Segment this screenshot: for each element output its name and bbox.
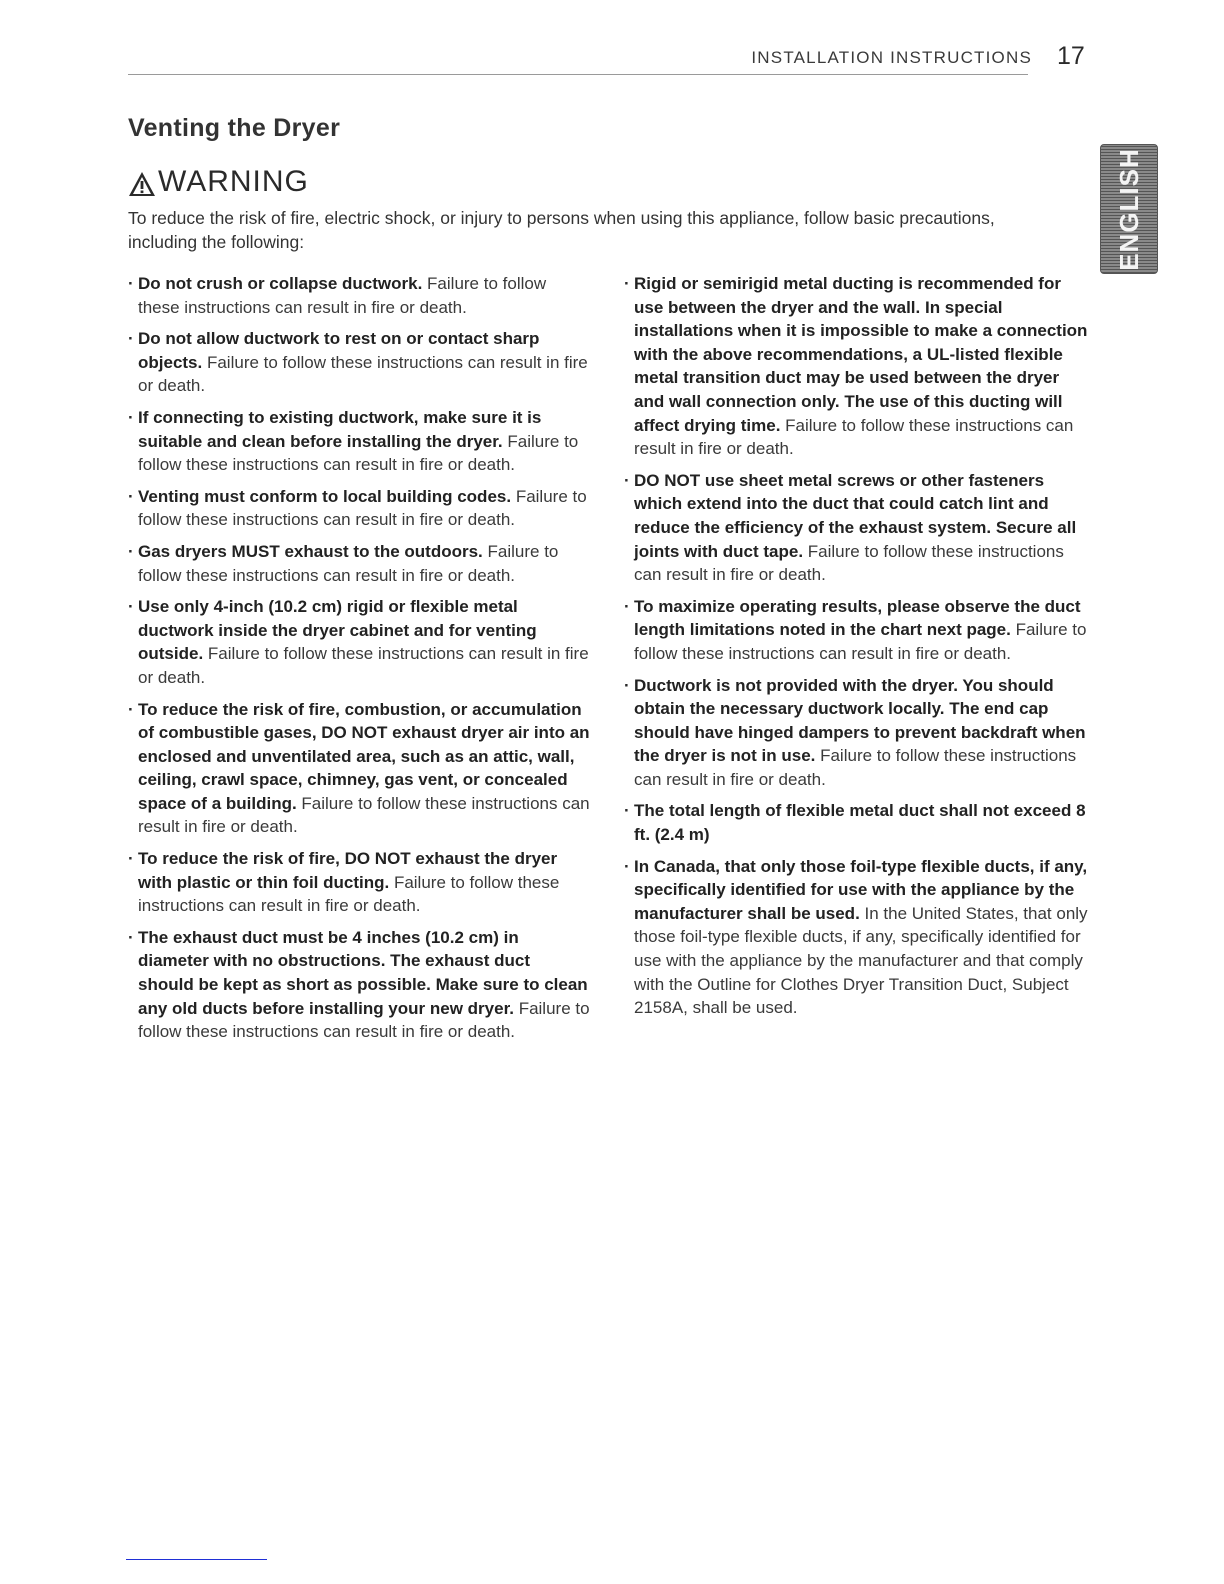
list-item [128,327,590,398]
item-bold: Venting must conform to local building codes. [138,486,512,506]
header-rule [128,74,1028,75]
item-text: Failure to follow these instructions can result in fire or death. [138,431,579,475]
item-bold: To maximize operating results, please observe the duct length limitations noted in the chart next page. [634,596,1081,640]
item-bold: DO NOT use sheet metal screws or other fasteners which extend into the duct that could catch lint and reduce the efficiency of the exhaust system. Secure all joints with duct tape. [634,470,1077,561]
bullet: · [128,407,134,427]
language-tab-label: ENGLISH [1113,147,1144,271]
item-bold: Rigid or semirigid metal ducting is recommended for use between the dryer and the wall. In special installations when it is impossible to make a connection with the above recommendations, a UL-listed flexible metal transition duct may be used between the dryer and wall connection only. The use of this ducting will affect drying time. [634,274,1088,435]
bullet: · [624,675,630,695]
bullet: · [128,927,134,947]
language-tab-english [1100,144,1158,274]
list-item [128,926,590,1044]
list-item [128,485,590,532]
left-column [128,272,590,1052]
bullet: · [128,849,134,869]
item-text: Failure to follow these instructions can result in fire or death. [138,998,590,1042]
bullet: · [128,541,134,561]
warning-intro: To reduce the risk of fire, electric shock, or injury to persons when using this appliance, follow basic precautions, including the following: [128,208,995,252]
item-bold: Ductwork is not provided with the dryer. You should obtain the necessary ductwork locally. The end cap should have hinged dampers to prevent backdraft when the dryer is not in use. [634,675,1086,766]
list-item [128,540,590,587]
page-number: 17 [1057,42,1085,70]
item-text: Failure to follow these instructions can result in fire or death. [634,415,1074,459]
bullet: · [624,856,630,876]
section-title: Venting the Dryer [128,114,341,142]
bullet: · [128,597,134,617]
bullet: · [128,699,134,719]
list-item [128,847,590,918]
list-item [624,855,1088,1020]
item-text: Failure to follow these instructions can result in fire or death. [138,541,559,585]
bullet: · [128,486,134,506]
item-bold: Use only 4-inch (10.2 cm) rigid or flexible metal ductwork inside the dryer cabinet and for venting outside. [138,597,537,664]
item-bold: Do not crush or collapse ductwork. [138,274,423,293]
list-item [624,674,1088,792]
right-column [624,272,1088,1028]
list-item [128,406,590,477]
running-head: INSTALLATION INSTRUCTIONS [751,48,1032,67]
list-item [624,799,1088,846]
bullet: · [624,470,630,490]
warning-label: WARNING [158,165,309,198]
item-bold: The exhaust duct must be 4 inches (10.2 cm) in diameter with no obstructions. The exhaust duct should be kept as short as possible. Make sure to clean any old ducts before installing your new dryer. [138,927,588,1018]
item-bold: Do not allow ductwork to rest on or contact sharp objects. [138,329,540,372]
list-item [128,698,590,840]
item-text: Failure to follow these instructions can result in fire or death. [634,541,1064,585]
footer-rule [126,1559,267,1560]
bullet: · [128,329,134,349]
warning-heading [128,166,309,198]
item-bold: The total length of flexible metal duct shall not exceed 8 ft. (2.4 m) [634,801,1086,845]
item-text: Failure to follow these instructions can result in fire or death. [138,352,588,396]
bullet: · [624,596,630,616]
warning-triangle-icon [128,170,156,198]
list-item [624,469,1088,587]
item-text: Failure to follow these instructions can result in fire or death. [634,746,1077,789]
bullet: · [624,801,630,821]
list-item [624,595,1088,666]
bullet: · [128,274,134,293]
item-text: Failure to follow these instructions can result in fire or death. [138,793,590,837]
item-bold: If connecting to existing ductwork, make sure it is suitable and clean before installing the dryer. [138,407,542,451]
item-text: Failure to follow these instructions can result in fire or death. [634,620,1087,663]
list-item [128,272,590,319]
item-text: Failure to follow these instructions can result in fire or death. [138,644,589,687]
item-text: Failure to follow these instructions can result in fire or death. [138,872,560,916]
item-text: In the United States, that only those foil-type flexible ducts, if any, specifically identified for use with the appliance by the manufacturer and that comply with the Outline for Clothes Dryer Transition Duct, Subject 2158A, shall be used. [634,903,1088,1018]
bullet: · [624,274,630,293]
item-bold: In Canada, that only those foil-type flexible ducts, if any, specifically identified for use with the appliance by the manufacturer shall be used. [634,856,1088,923]
item-text: Failure to follow these instructions can result in fire or death. [138,274,547,317]
list-item [128,595,590,689]
item-bold: To reduce the risk of fire, combustion, or accumulation of combustible gases, DO NOT exhaust dryer air into an enclosed and unventilated area, such as an attic, wall, ceiling, crawl space, chimney, gas vent, or concealed space of a building. [138,699,590,813]
item-bold: Gas dryers MUST exhaust to the outdoors. [138,541,483,561]
item-text: Failure to follow these instructions can result in fire or death. [138,486,587,530]
list-item [624,272,1088,461]
item-bold: To reduce the risk of fire, DO NOT exhaust the dryer with plastic or thin foil ducting. [138,849,558,892]
